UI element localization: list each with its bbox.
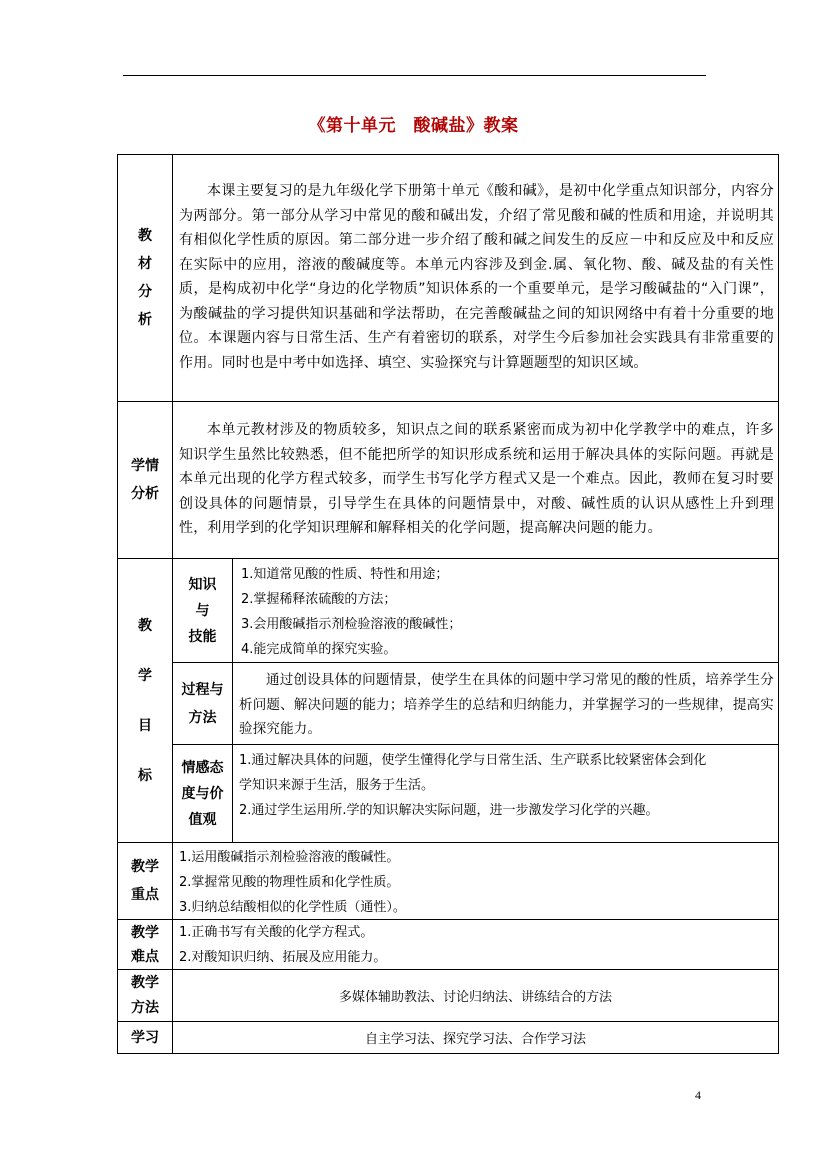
material-analysis-text: 本课主要复习的是九年级化学下册第十单元《酸和碱》，是初中化学重点知识部分，内容分为两部分。第一部分从学习中常见的酸和碱出发，介绍了常见酸和碱的性质和用途，并说明其有相似化学性质的原因。第二部分进一步介绍了酸和碱之间发生的反应－中和反应及中和反应在实际中的应用，溶液的酸碱度等。本单元内容涉及到金.属、氧化物、酸、碱及盐的有关性质，是构成初中化学“身边的化学物质”知识体系的一个重要单元，是学习酸碱盐的“入门课”，为酸碱盐的学习提供知识基础和学法帮助，在完善酸碱盐之间的知识网络中有着十分重要的地位。本课题内容与日常生活、生产有着密切的联系，对学生今后参加社会实践具有非常重要的作用。同时也是中考中如选择、填空、实验探究与计算题题型的知识区域。 bbox=[179, 183, 774, 371]
label-char: 目 bbox=[138, 717, 152, 734]
student-analysis-cell bbox=[172, 401, 779, 559]
label-line: 技能 bbox=[188, 628, 217, 645]
label-learning bbox=[117, 1021, 173, 1054]
label-char: 学 bbox=[138, 667, 152, 684]
label-line: 分析 bbox=[131, 486, 159, 502]
header-rule bbox=[123, 75, 706, 76]
material-analysis-cell bbox=[172, 154, 779, 402]
label-line: 教学 bbox=[131, 974, 159, 991]
process-methods-cell bbox=[232, 662, 779, 745]
label-char: 标 bbox=[138, 767, 152, 784]
label-line: 教学 bbox=[131, 924, 159, 941]
knowledge-skills-cell bbox=[232, 558, 779, 663]
list-item: 3.会用酸碱指示剂检验溶液的酸碱性； bbox=[241, 617, 462, 632]
label-student-analysis bbox=[117, 401, 173, 559]
learning-methods-cell bbox=[172, 1021, 779, 1054]
label-line: 过程与 bbox=[181, 681, 224, 698]
label-char: 分 bbox=[138, 284, 152, 300]
label-line: 重点 bbox=[131, 887, 159, 903]
label-char: 析 bbox=[138, 312, 152, 328]
label-teaching-methods bbox=[117, 969, 173, 1022]
label-line: 情感态 bbox=[181, 759, 224, 776]
difficulties-cell bbox=[172, 919, 779, 970]
label-knowledge-skills bbox=[172, 558, 233, 663]
list-item: 4.能完成简单的探究实验。 bbox=[241, 642, 397, 657]
list-item: 2.掌握稀释浓硫酸的方法； bbox=[241, 592, 397, 607]
label-line: 学情 bbox=[131, 458, 159, 474]
key-points-cell bbox=[172, 842, 779, 920]
teaching-methods-text: 多媒体辅助教法、讨论归纳法、讲练结合的方法 bbox=[338, 990, 612, 1005]
list-item: 1.通过解决具体的问题，使学生懂得化学与日常生活、生产联系比较紧密体会到化 bbox=[239, 753, 707, 768]
label-line: 难点 bbox=[131, 948, 159, 965]
list-item: 学知识来源于生活，服务于生活。 bbox=[239, 778, 435, 793]
label-line: 值观 bbox=[188, 811, 217, 828]
label-line: 教学 bbox=[131, 859, 159, 875]
list-item: 1.运用酸碱指示剂检验溶液的酸碱性。 bbox=[179, 850, 400, 865]
student-analysis-text: 本单元教材涉及的物质较多，知识点之间的联系紧密而成为初中化学教学中的难点，许多知识学生虽然比较熟悉，但不能把所学的知识形成系统和运用于解决具体的实际问题。再就是本单元出现的化学方程式较多，而学生书写化学方程式又是一个难点。因此，教师在复习时要创设具体的问题情景，引导学生在具体的问题情景中，对酸、碱性质的认识从感性上升到理性，利用学到的化学知识理解和解释相关的化学问题，提高解决问题的能力。 bbox=[179, 422, 774, 536]
label-key-points bbox=[117, 842, 173, 920]
label-teaching-goals bbox=[117, 558, 173, 843]
label-line: 学习 bbox=[131, 1029, 159, 1046]
list-item: 2.对酸知识归纳、拓展及应用能力。 bbox=[179, 950, 387, 965]
label-char: 教 bbox=[138, 617, 152, 634]
page-number: 4 bbox=[695, 1088, 701, 1102]
list-item: 2.通过学生运用所.学的知识解决实际问题，进一步激发学习化学的兴趣。 bbox=[239, 803, 659, 818]
label-difficulties bbox=[117, 919, 173, 970]
label-line: 方法 bbox=[188, 709, 217, 726]
label-line: 知识 bbox=[188, 576, 217, 593]
list-item: 1.正确书写有关酸的化学方程式。 bbox=[179, 925, 374, 940]
list-item: 2.掌握常见酸的物理性质和化学性质。 bbox=[179, 875, 400, 890]
list-item: 1.知道常见酸的性质、特性和用途； bbox=[241, 567, 449, 582]
label-line: 度与价 bbox=[181, 785, 224, 802]
teaching-methods-cell bbox=[172, 969, 779, 1022]
label-char: 材 bbox=[138, 256, 152, 272]
emotion-values-cell bbox=[232, 744, 779, 843]
label-line: 方法 bbox=[131, 999, 159, 1016]
label-material-analysis bbox=[117, 154, 173, 402]
label-char: 教 bbox=[138, 228, 152, 244]
list-item: 3.归纳总结酸相似的化学性质（通性）。 bbox=[179, 900, 406, 915]
label-emotion-values bbox=[172, 744, 233, 843]
process-methods-text: 通过创设具体的问题情景，使学生在具体的问题中学习常见的酸的性质，培养学生分析问题、解决问题的能力；培养学生的总结和归纳能力，并掌握学习的一些规律，提高实验探究能力。 bbox=[239, 672, 774, 737]
learning-methods-text: 自主学习法、探究学习法、合作学习法 bbox=[364, 1032, 586, 1047]
page-title: 《第十单元 酸碱盐》教案 bbox=[308, 116, 519, 136]
label-process-methods bbox=[172, 662, 233, 745]
label-line: 与 bbox=[195, 602, 210, 619]
